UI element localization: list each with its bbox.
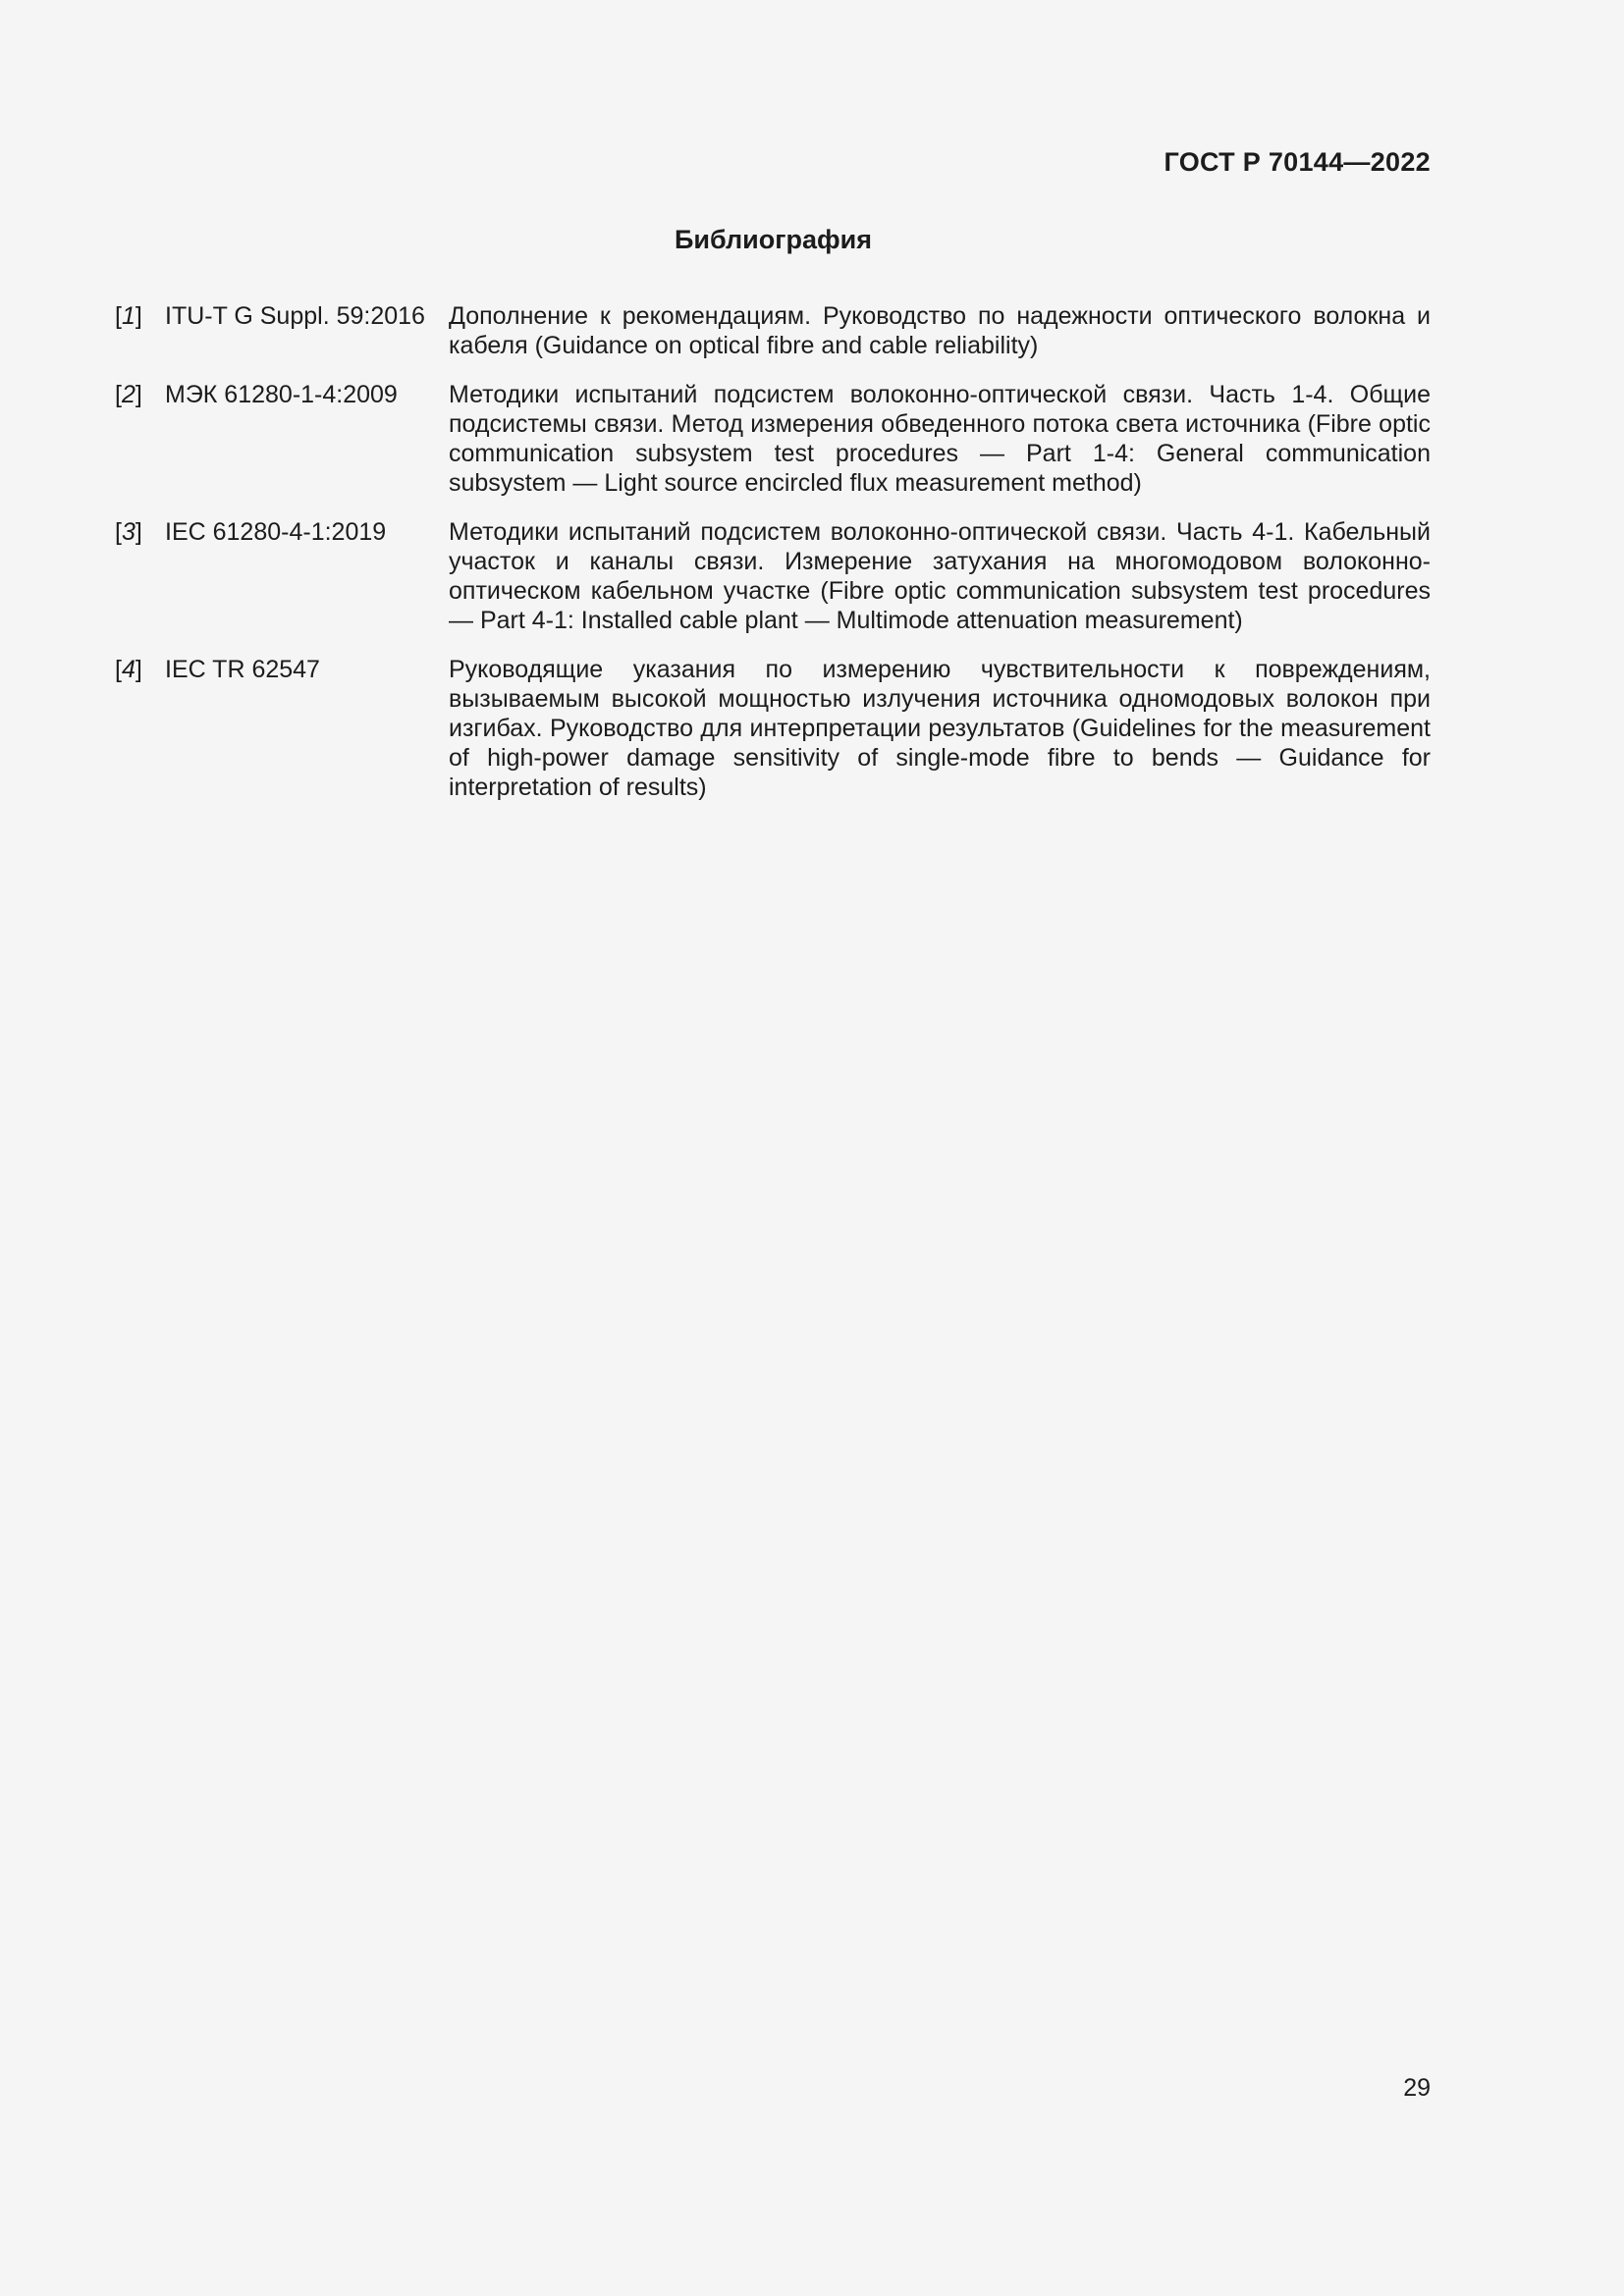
entry-number: [1]	[115, 302, 142, 330]
document-header-code: ГОСТ Р 70144—2022	[1164, 147, 1431, 177]
bibliography-entry	[115, 517, 1431, 635]
bibliography-entry	[115, 655, 1431, 802]
entry-number-value: 2	[121, 381, 135, 408]
entry-number-value: 3	[121, 518, 135, 546]
bibliography-title: Библиография	[675, 225, 872, 254]
entry-description: Методики испытаний подсистем волоконно-оптической связи. Часть 1-4. Общие подсистемы связи. Метод измерения обведенного потока света источника (Fibre optic communication subsystem test procedures — Part 1-4: General communication subsystem — Light source encircled flux measurement method)	[449, 381, 1431, 497]
entry-standard-code: ITU-T G Suppl. 59:2016	[165, 302, 425, 330]
bibliography-list	[115, 301, 1431, 822]
entry-standard-code: МЭК 61280-1-4:2009	[165, 381, 398, 408]
page-number: 29	[1403, 2074, 1431, 2102]
bibliography-entry	[115, 380, 1431, 498]
entry-number-value: 4	[121, 656, 135, 683]
entry-standard-code: IEC TR 62547	[165, 656, 320, 683]
entry-description: Методики испытаний подсистем волоконно-оптической связи. Часть 4-1. Кабельный участок и каналы связи. Измерение затухания на многомодовом волоконно-оптическом кабельном участке (Fibre optic communication subsystem test procedures — Part 4-1: Installed cable plant — Multimode attenuation measurement)	[449, 518, 1431, 634]
entry-number: [3]	[115, 518, 142, 546]
entry-number-value: 1	[121, 302, 135, 330]
entry-standard-code: IEC 61280-4-1:2019	[165, 518, 387, 546]
bibliography-entry	[115, 301, 1431, 360]
entry-number: [2]	[115, 381, 142, 408]
entry-description: Дополнение к рекомендациям. Руководство по надежности оптического волокна и кабеля (Guidance on optical fibre and cable reliability)	[449, 302, 1431, 359]
entry-description: Руководящие указания по измерению чувствительности к повреждениям, вызываемым высокой мощностью излучения источника одномодовых волокон при изгибах. Руководство для интерпретации результатов (Guidelines for the measurement of high-power damage sensitivity of single-mode fibre to bends — Guidance for interpretation of results)	[449, 656, 1431, 801]
entry-number: [4]	[115, 656, 142, 683]
